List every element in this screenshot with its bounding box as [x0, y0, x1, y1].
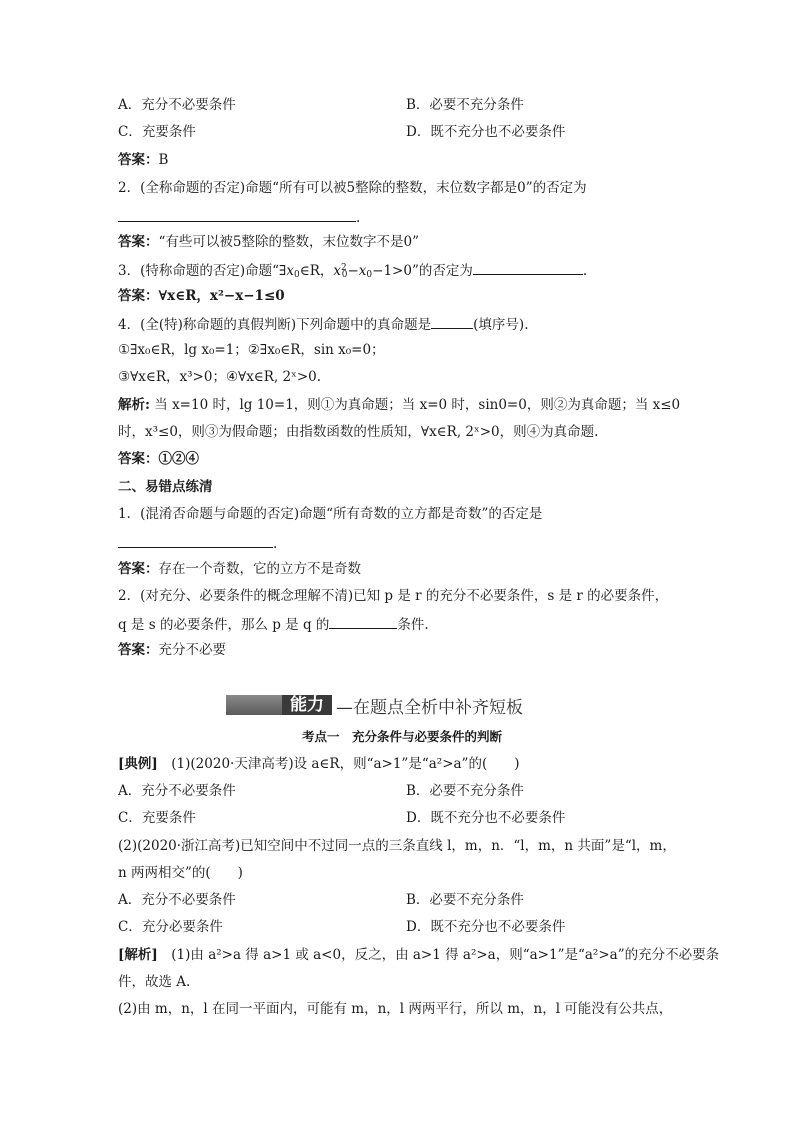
analysis-line-3: (2)由 m，n，l 在同一平面内，可能有 m，n，l 两两平行，所以 m，n，l 可能没有公共点， [118, 1001, 673, 1017]
question-2-blank-line [118, 207, 360, 227]
analysis-line-1 [118, 946, 719, 964]
solution-line-2: 时，x³≤0，则③为假命题；由指数函数的性质知，∀x∈R, 2ˣ>0，则④为真命题. [118, 424, 599, 440]
answer-label: 答案： [118, 234, 159, 250]
solution-line-1 [118, 396, 680, 414]
q4-statements-2: ③∀x∈R，x³>0；④∀x∈R, 2ˣ>0. [118, 369, 322, 385]
solution-text: 当 x=10 时，lg 10=1，则①为真命题；当 x=0 时，sin0=0，则②为真命题；当 x≤0 [154, 397, 681, 413]
question-1: 1．(混淆否命题与命题的否定)命题“所有奇数的立方都是奇数”的否定是 [118, 506, 543, 522]
answer-blank [118, 533, 273, 548]
section-heading: 二、易错点练清 [118, 479, 213, 495]
option-d: D．既不充分也不必要条件 [406, 810, 566, 826]
q4-end: (填序号). [473, 317, 529, 333]
option-c: C．充分必要条件 [118, 919, 223, 935]
answer-value: “有些可以被5整除的整数，末位数字不是0” [158, 234, 419, 250]
q4-text: 4．(全(特)称命题的真假判断)下列命题中的真命题是 [118, 317, 432, 333]
q2-text: q 是 s 的必要条件，那么 p 是 q 的 [118, 617, 330, 633]
section-banner [226, 693, 523, 717]
answer-value: 存在一个奇数，它的立方不是奇数 [158, 561, 361, 577]
option-c: C．充要条件 [118, 124, 196, 140]
option-b: B．必要不充分条件 [406, 892, 524, 908]
banner-bar [226, 695, 282, 715]
q3-text-a: 3．(特称命题的否定)命题“∃ [118, 263, 287, 279]
example-label: [典例] [118, 756, 158, 772]
period: . [356, 210, 361, 226]
solution-label: 解析: [118, 397, 150, 413]
answer-blank [473, 260, 583, 275]
analysis-text: (1)由 a²>a 得 a>1 或 a<0，反之，由 a>1 得 a²>a，则“a>1”是“a²>a”的充分不必要条 [171, 947, 720, 963]
q4-statements-1: ①∃x₀∈R，lg x₀=1；②∃x₀∈R，sin x₀=0； [118, 342, 385, 358]
answer-blank [118, 207, 356, 222]
answer-value: ∀x∈R，x²−x−1≤0 [158, 288, 285, 304]
example-part-1 [118, 755, 520, 773]
answer-line [118, 641, 226, 659]
answer-line [118, 450, 199, 468]
period: . [273, 536, 278, 552]
answer-label: 答案： [118, 451, 159, 467]
option-d: D．既不充分也不必要条件 [406, 919, 566, 935]
answer-blank [329, 614, 397, 629]
answer-blank [431, 314, 473, 329]
answer-line [118, 151, 168, 169]
answer-value: ①②④ [158, 451, 199, 467]
option-a: A．充分不必要条件 [118, 783, 236, 799]
analysis-label: [解析] [118, 947, 158, 963]
q3-text-b: ∈R， [299, 263, 334, 279]
q2-end: 条件. [397, 617, 429, 633]
example-question-2-line-1: (2)(2020·浙江高考)已知空间中不过同一点的三条直线 l，m，n．“l，m，n 共面”是“l，m， [118, 838, 676, 854]
q3-text-c: − [347, 263, 359, 279]
answer-value: B [158, 152, 169, 168]
answer-line [118, 560, 361, 578]
answer-line [118, 287, 285, 305]
answer-label: 答案： [118, 152, 159, 168]
question-2: 2．(全称命题的否定)命题“所有可以被5整除的整数，末位数字都是0”的否定为 [118, 180, 587, 196]
answer-line [118, 233, 419, 251]
banner-subtitle: —在题点全析中补齐短板 [336, 697, 523, 718]
question-4 [118, 314, 528, 334]
answer-label: 答案： [118, 642, 159, 658]
question-2-line-1: 2．(对充分、必要条件的概念理解不清)已知 p 是 r 的充分不必要条件，s 是 r 的必要条件， [118, 588, 669, 604]
question-2-line-2 [118, 614, 429, 634]
option-c: C．充要条件 [118, 810, 196, 826]
q3-text-d: −1>0”的否定为 [372, 263, 473, 279]
answer-label: 答案： [118, 288, 159, 304]
example-question-1: (1)(2020·天津高考)设 a∈R，则“a>1”是“a²>a”的( ) [171, 756, 520, 772]
answer-value: 充分不必要 [158, 642, 226, 658]
option-a: A．充分不必要条件 [118, 892, 236, 908]
kaodian-heading: 考点一 充分条件与必要条件的判断 [302, 729, 503, 744]
option-a: A．充分不必要条件 [118, 97, 236, 113]
answer-label: 答案： [118, 561, 159, 577]
analysis-line-2: 件，故选 A. [118, 974, 191, 990]
period: . [582, 263, 588, 279]
banner-tag: 能力 [282, 695, 332, 715]
question-1-blank-line [118, 533, 277, 553]
option-b: B．必要不充分条件 [406, 97, 524, 113]
question-3: 3．(特称命题的否定)命题“$\exists x_0\in R$，$x^2_0-x_0-1>0$”的否定为 . [118, 260, 587, 280]
option-b: B．必要不充分条件 [406, 783, 524, 799]
option-d: D．既不充分也不必要条件 [406, 124, 566, 140]
example-question-2-line-2: n 两两相交”的( ) [118, 865, 243, 881]
